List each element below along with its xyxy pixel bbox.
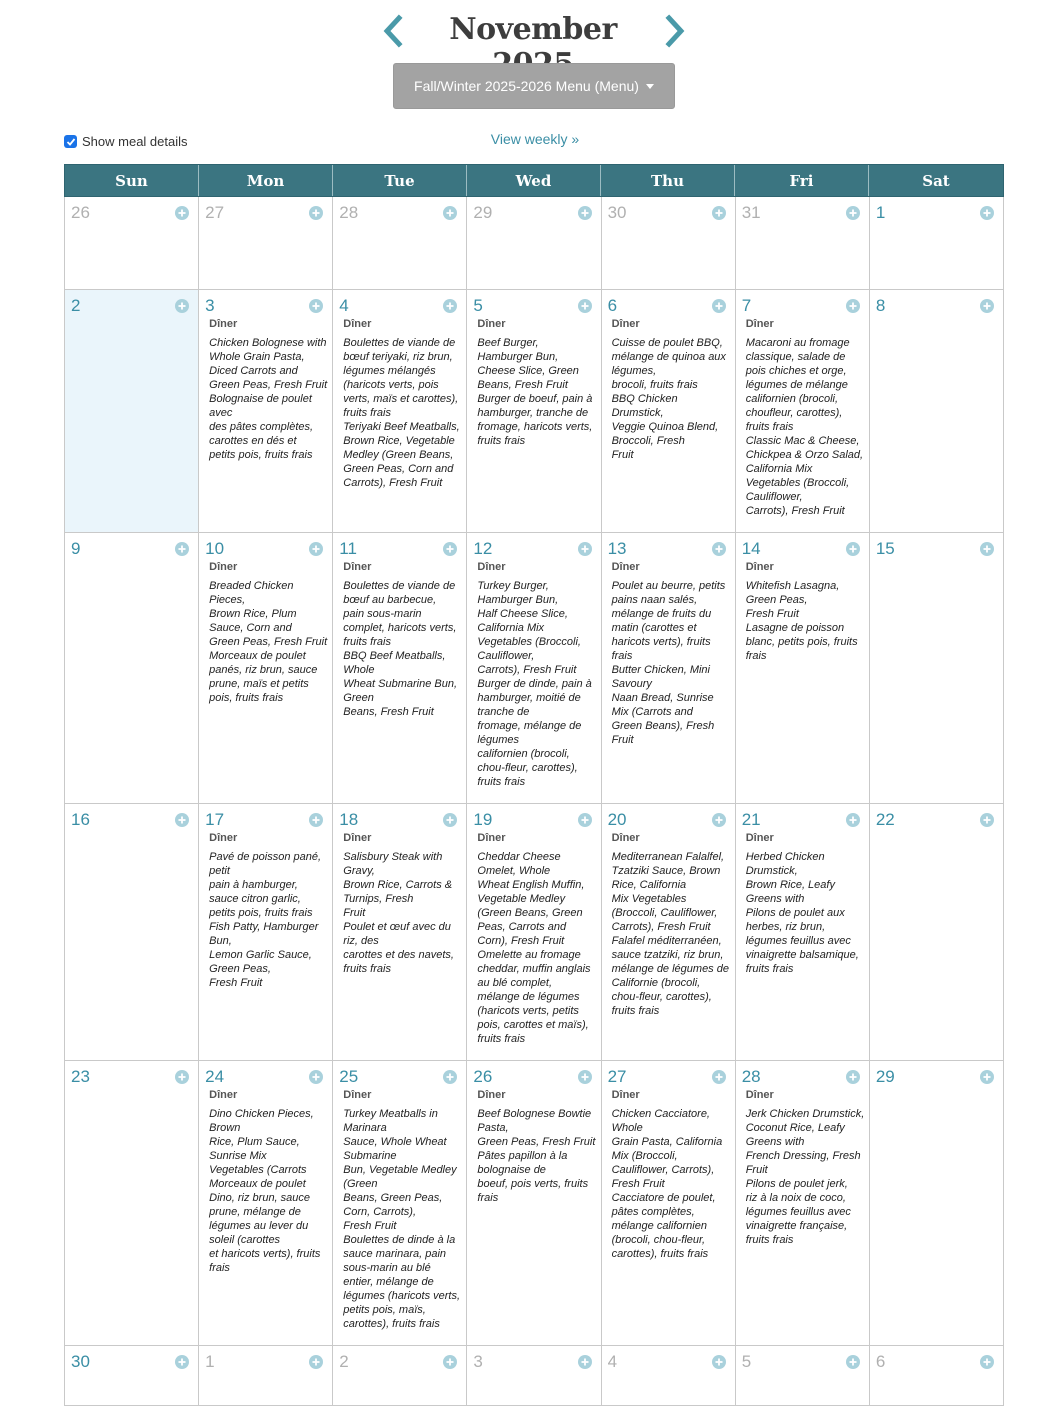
day-number: 20 — [607, 810, 627, 829]
day-number: 7 — [741, 296, 752, 315]
show-meal-details-checkbox[interactable] — [64, 135, 77, 148]
meal-type-label: Dîner — [477, 318, 506, 330]
calendar-day-cell[interactable] — [602, 804, 736, 1061]
add-meal-icon[interactable] — [846, 299, 860, 313]
meal-type-label: Dîner — [209, 832, 238, 844]
day-number: 25 — [339, 1067, 359, 1086]
day-number: 28 — [741, 1067, 761, 1086]
add-meal-icon[interactable] — [980, 1070, 994, 1084]
meal-type-label: Dîner — [477, 832, 506, 844]
calendar-day-cell[interactable] — [467, 533, 601, 804]
day-number: 14 — [741, 539, 761, 558]
day-number: 26 — [71, 203, 90, 222]
calendar-day-cell[interactable] — [199, 533, 333, 804]
calendar-day-cell[interactable] — [65, 197, 199, 290]
calendar-day-cell[interactable] — [602, 197, 736, 290]
calendar-day-cell[interactable] — [602, 290, 736, 533]
add-meal-icon[interactable] — [578, 206, 592, 220]
day-number: 5 — [473, 296, 483, 315]
meal-type-label: Dîner — [343, 561, 372, 573]
meal-type-label: Dîner — [343, 1089, 372, 1101]
add-meal-icon[interactable] — [578, 1070, 592, 1084]
calendar-day-cell[interactable] — [870, 1061, 1004, 1346]
calendar-week-row — [64, 1061, 1004, 1346]
meal-description: Jerk Chicken Drumstick, Coconut Rice, Leafy Greens with French Dressing, Fresh Fruit Pilons de poulet jerk, riz à la noix de coco, légumes feuillus avec vinaigrette française, fruits frais — [745, 1108, 865, 1246]
calendar-week-row — [64, 1346, 1004, 1406]
meal-type-label: Dîner — [611, 1089, 640, 1101]
calendar-week-row — [64, 804, 1004, 1061]
calendar-day-cell[interactable] — [467, 197, 601, 290]
calendar-week-row — [64, 290, 1004, 533]
add-meal-icon[interactable] — [712, 1355, 726, 1369]
calendar-day-cell[interactable] — [736, 290, 870, 533]
day-number: 27 — [205, 203, 225, 222]
add-meal-icon[interactable] — [980, 542, 994, 556]
add-meal-icon[interactable] — [980, 813, 994, 827]
chevron-left-icon[interactable] — [378, 14, 408, 48]
day-number: 31 — [741, 203, 761, 222]
day-number: 15 — [875, 539, 895, 558]
calendar-day-cell[interactable] — [199, 804, 333, 1061]
weekday-header: Tue — [333, 165, 467, 196]
meal-type-label: Dîner — [745, 832, 774, 844]
chevron-right-icon[interactable] — [660, 14, 690, 48]
calendar-day-cell[interactable] — [199, 1346, 333, 1406]
calendar-day-cell[interactable] — [333, 804, 467, 1061]
calendar-week-row — [64, 533, 1004, 804]
calendar-day-cell[interactable] — [736, 197, 870, 290]
meal-description: Boulettes de viande de bœuf au barbecue, pain sous-marin complet, haricots verts, fruits frais BBQ Beef Meatballs, Whole Wheat Submarine Bun, Green Beans, Fresh Fruit — [343, 580, 458, 718]
add-meal-icon[interactable] — [712, 206, 726, 220]
day-number: 18 — [339, 810, 359, 829]
calendar-day-cell[interactable] — [736, 1346, 870, 1406]
day-number: 1 — [205, 1352, 215, 1371]
day-number: 5 — [741, 1352, 752, 1371]
calendar-day-cell[interactable] — [736, 804, 870, 1061]
day-number: 28 — [339, 203, 359, 222]
meal-type-label: Dîner — [745, 1089, 774, 1101]
calendar-day-cell[interactable] — [870, 1346, 1004, 1406]
calendar-grid — [64, 164, 1004, 1406]
meal-description: Dino Chicken Pieces, Brown Rice, Plum Sauce, Sunrise Mix Vegetables (Carrots Morceaux de poulet Dino, riz brun, sauce prune, mélange de légumes au lever du soleil (carottes et haricots verts), fruits frais — [209, 1108, 321, 1274]
meal-description: Chicken Bolognese with Whole Grain Pasta, Diced Carrots and Green Peas, Fresh Fruit Bolognaise de poulet avec des pâtes complètes, carottes en dés et petits pois, fruits frais — [209, 337, 328, 461]
calendar-day-cell[interactable] — [870, 290, 1004, 533]
day-number: 6 — [875, 1352, 886, 1371]
day-number: 6 — [607, 296, 618, 315]
calendar-day-cell[interactable] — [467, 804, 601, 1061]
add-meal-icon[interactable] — [712, 299, 726, 313]
calendar-day-cell[interactable] — [870, 533, 1004, 804]
add-meal-icon[interactable] — [578, 813, 592, 827]
add-meal-icon[interactable] — [980, 1355, 994, 1369]
meal-description: Cheddar Cheese Omelet, Whole Wheat English Muffin, Vegetable Medley (Green Beans, Green Peas, Carrots and Corn), Fresh Fruit Omelette au fromage cheddar, muffin anglais au blé complet, mélange de légumes (haricots verts, petits pois, carottes et maïs), fruits frais — [477, 851, 591, 1045]
menu-selector-label: Fall/Winter 2025-2026 Menu (Menu) — [414, 78, 639, 94]
calendar-day-cell[interactable] — [467, 1061, 601, 1346]
meal-description: Macaroni au fromage classique, salade de pois chiches et orge, légumes de mélange californien (brocoli, choufleur, carottes), fruits frais Classic Mac & Cheese, Chickpea & Orzo Salad, California Mix Vegetables (Broccoli, Cauliflower, Carrots), Fresh Fruit — [745, 337, 864, 517]
calendar-day-cell[interactable] — [870, 197, 1004, 290]
add-meal-icon[interactable] — [846, 813, 860, 827]
weekday-header: Sun — [65, 165, 199, 196]
meal-type-label: Dîner — [209, 318, 238, 330]
day-number: 9 — [71, 539, 81, 558]
day-number: 2 — [71, 296, 81, 315]
day-number: 17 — [205, 810, 225, 829]
day-number: 30 — [71, 1352, 90, 1371]
meal-description: Beef Bolognese Bowtie Pasta, Green Peas, Fresh Fruit Pâtes papillon à la bolognaise de boeuf, pois verts, fruits frais — [477, 1108, 596, 1204]
add-meal-icon[interactable] — [578, 299, 592, 313]
add-meal-icon[interactable] — [846, 542, 860, 556]
day-number: 19 — [473, 810, 493, 829]
meal-type-label: Dîner — [209, 561, 238, 573]
add-meal-icon[interactable] — [712, 542, 726, 556]
weekday-header: Mon — [199, 165, 333, 196]
add-meal-icon[interactable] — [846, 1355, 860, 1369]
add-meal-icon[interactable] — [712, 813, 726, 827]
calendar-day-cell[interactable] — [65, 290, 199, 533]
day-number: 29 — [473, 203, 493, 222]
calendar-day-cell[interactable] — [333, 197, 467, 290]
day-number: 16 — [71, 810, 90, 829]
weekday-header: Fri — [735, 165, 869, 196]
day-number: 27 — [607, 1067, 627, 1086]
meal-description: Turkey Burger, Hamburger Bun, Half Cheese Slice, California Mix Vegetables (Broccoli, Cauliflower, Carrots), Fresh Fruit Burger de dinde, pain à hamburger, moitié de tranche de fromage, mélange de légumes californien (brocoli, chou-fleur, carottes), fruits frais — [477, 580, 592, 788]
day-number: 2 — [339, 1352, 349, 1371]
day-number: 1 — [875, 203, 886, 222]
meal-type-label: Dîner — [343, 318, 372, 330]
calendar-day-cell[interactable] — [602, 1346, 736, 1406]
day-number: 22 — [875, 810, 895, 829]
meal-type-label: Dîner — [745, 561, 774, 573]
show-meal-details-label: Show meal details — [82, 134, 188, 149]
calendar-header — [0, 0, 1064, 60]
add-meal-icon[interactable] — [712, 1070, 726, 1084]
calendar-day-cell[interactable] — [65, 1346, 199, 1406]
day-number: 24 — [205, 1067, 225, 1086]
day-number: 13 — [607, 539, 627, 558]
month-title: November — [449, 12, 617, 47]
caret-down-icon — [646, 84, 654, 89]
day-number: 12 — [473, 539, 493, 558]
day-number: 21 — [741, 810, 761, 829]
calendar-day-cell[interactable] — [333, 1061, 467, 1346]
add-meal-icon[interactable] — [578, 542, 592, 556]
meal-description: Poulet au beurre, petits pains naan salés, mélange de fruits du matin (carottes et haricots verts), fruits frais Butter Chicken, Mini Savoury Naan Bread, Sunrise Mix (Carrots and Green Beans), Fresh Fruit — [611, 580, 726, 746]
meal-description: Cuisse de poulet BBQ, mélange de quinoa aux légumes, brocoli, fruits frais BBQ Chicken Drumstick, Veggie Quinoa Blend, Broccoli, Fresh Fruit — [611, 337, 726, 461]
meal-description: Mediterranean Falalfel, Tzatziki Sauce, Brown Rice, California Mix Vegetables (Broccoli, Cauliflower, Carrots), Fresh Fruit Falafel méditerranéen, sauce tzatziki, riz brun, mélange de légumes de Californie (brocoli, chou-fleur, carottes), fruits frais — [611, 851, 729, 1017]
calendar-day-cell[interactable] — [602, 533, 736, 804]
calendar-day-cell[interactable] — [333, 533, 467, 804]
calendar-day-cell[interactable] — [199, 197, 333, 290]
day-number: 3 — [473, 1352, 483, 1371]
meal-type-label: Dîner — [477, 1089, 506, 1101]
calendar-day-cell[interactable] — [333, 1346, 467, 1406]
meal-type-label: Dîner — [477, 561, 506, 573]
calendar-day-cell[interactable] — [199, 1061, 333, 1346]
calendar-day-cell[interactable] — [602, 1061, 736, 1346]
meal-type-label: Dîner — [209, 1089, 238, 1101]
meal-type-label: Dîner — [611, 832, 640, 844]
day-number: 26 — [473, 1067, 493, 1086]
add-meal-icon[interactable] — [846, 1070, 860, 1084]
calendar-day-cell[interactable] — [467, 290, 601, 533]
calendar-day-cell[interactable] — [736, 533, 870, 804]
day-number: 23 — [71, 1067, 90, 1086]
day-number: 11 — [339, 539, 357, 558]
day-number: 10 — [205, 539, 225, 558]
weekday-header: Wed — [467, 165, 601, 196]
meal-description: Salisbury Steak with Gravy, Brown Rice, Carrots & Turnips, Fresh Fruit Poulet et œuf avec du riz, des carottes et des navets, fruits frais — [343, 851, 454, 975]
day-number: 8 — [875, 296, 886, 315]
day-number: 29 — [875, 1067, 895, 1086]
meal-description: Turkey Meatballs in Marinara Sauce, Whole Wheat Submarine Bun, Vegetable Medley (Green Beans, Green Peas, Corn, Carrots), Fresh Fruit Boulettes de dinde à la sauce marinara, pain sous-marin au blé entier, mélange de légumes (haricots verts, petits pois, maïs, carottes), fruits frais — [343, 1108, 461, 1330]
calendar-day-cell[interactable] — [65, 533, 199, 804]
weekday-header-row — [64, 164, 1004, 197]
calendar-day-cell[interactable] — [467, 1346, 601, 1406]
calendar-day-cell[interactable] — [870, 804, 1004, 1061]
add-meal-icon[interactable] — [846, 206, 860, 220]
day-number: 4 — [339, 296, 349, 315]
add-meal-icon[interactable] — [980, 206, 994, 220]
menu-selector-button[interactable] — [393, 63, 675, 109]
show-meal-details — [64, 134, 188, 149]
calendar-week-row — [64, 197, 1004, 290]
meal-description: Chicken Cacciatore, Whole Grain Pasta, California Mix (Broccoli, Cauliflower, Carrots), Fresh Fruit Cacciatore de poulet, pâtes complètes, mélange californien (brocoli, chou-fleur, carottes), fruits frais — [611, 1108, 723, 1260]
meal-type-label: Dîner — [611, 561, 640, 573]
day-number: 30 — [607, 203, 627, 222]
meal-description: Whitefish Lasagna, Green Peas, Fresh Fruit Lasagne de poisson blanc, petits pois, fruits frais — [745, 580, 858, 662]
day-number: 3 — [205, 296, 215, 315]
add-meal-icon[interactable] — [578, 1355, 592, 1369]
weekday-header: Sat — [922, 172, 950, 190]
meal-type-label: Dîner — [745, 318, 774, 330]
calendar-weeks — [64, 197, 1004, 1406]
calendar-day-cell[interactable] — [65, 1061, 199, 1346]
calendar-day-cell[interactable] — [333, 290, 467, 533]
weekday-header: Thu — [601, 165, 735, 196]
calendar-day-cell[interactable] — [736, 1061, 870, 1346]
meal-description: Breaded Chicken Pieces, Brown Rice, Plum Sauce, Corn and Green Peas, Fresh Fruit Morceaux de poulet panés, riz brun, sauce prune, maïs et petits pois, fruits frais — [209, 580, 328, 704]
meal-type-label: Dîner — [611, 318, 640, 330]
add-meal-icon[interactable] — [980, 299, 994, 313]
meal-description: Pavé de poisson pané, petit pain à hamburger, sauce citron garlic, petits pois, fruits frais Fish Patty, Hamburger Bun, Lemon Garlic Sauce, Green Peas, Fresh Fruit — [209, 851, 322, 989]
meal-description: Beef Burger, Hamburger Bun, Cheese Slice, Green Beans, Fresh Fruit Burger de boeuf, pain à hamburger, tranche de fromage, haricots verts, fruits frais — [477, 337, 593, 447]
view-weekly-link[interactable]: View weekly » — [490, 131, 580, 147]
meal-description: Boulettes de viande de bœuf teriyaki, riz brun, légumes mélangés (haricots verts, pois verts, maïs et carottes), fruits frais Teriyaki Beef Meatballs, Brown Rice, Vegetable Medley (Green Beans, Green Peas, Corn and Carrots), Fresh Fruit — [343, 337, 460, 489]
day-number: 4 — [607, 1352, 618, 1371]
calendar-day-cell[interactable] — [65, 804, 199, 1061]
calendar-day-cell[interactable] — [199, 290, 333, 533]
meal-type-label: Dîner — [343, 832, 372, 844]
meal-description: Herbed Chicken Drumstick, Brown Rice, Leafy Greens with Pilons de poulet aux herbes, riz brun, légumes feuillus avec vinaigrette balsamique, fruits frais — [745, 851, 859, 975]
